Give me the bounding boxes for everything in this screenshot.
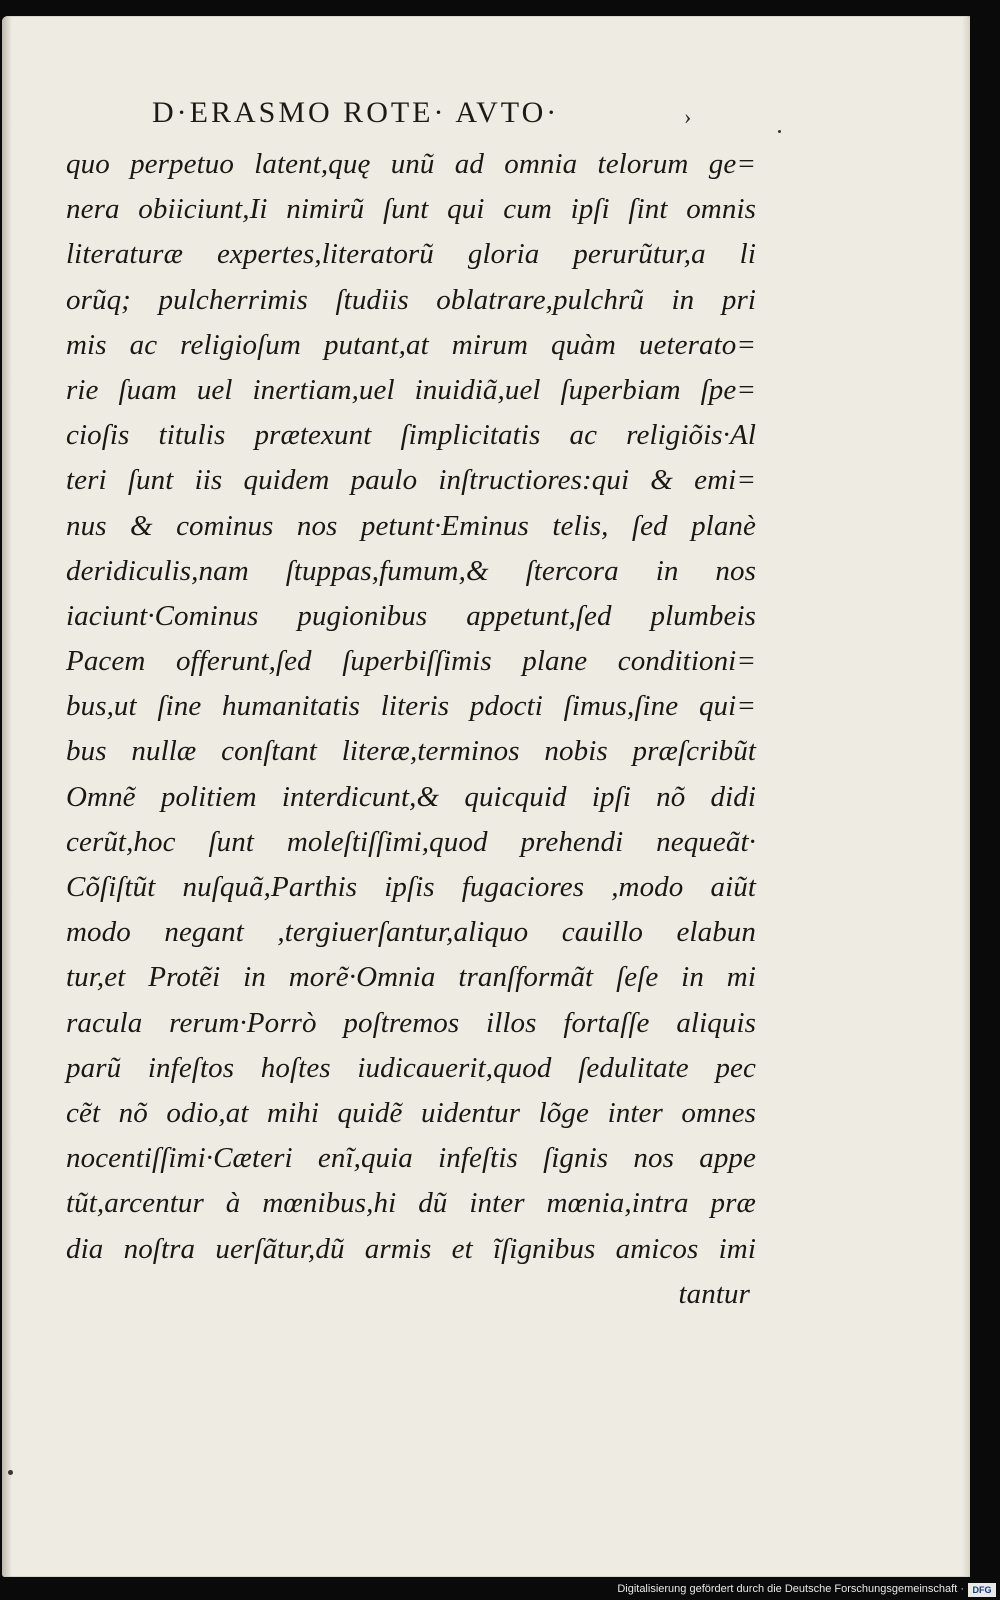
- text-line: cioſis titulis prætexunt ſimplicitatis ac religiõis·Al: [66, 419, 756, 452]
- page-edge: [962, 16, 970, 1577]
- text-line: nocentiſſimi·Cæteri enĩ,quia infeſtis ſignis nos appe: [66, 1142, 756, 1175]
- dfg-logo: DFG: [968, 1583, 996, 1597]
- text-line: deridiculis,nam ſtuppas,fumum,& ſtercora in nos: [66, 554, 756, 587]
- text-line: Omnẽ politiem interdicunt,& quicquid ipſi nõ didi: [66, 780, 756, 813]
- text-line: bus nullæ conſtant literæ,terminos nobis præſcribũt: [66, 735, 756, 768]
- text-line: nus & cominus nos petunt·Eminus telis, ſed planè: [66, 509, 756, 542]
- funding-credit: Digitalisierung gefördert durch die Deutsche Forschungsgemeinschaft ·: [617, 1583, 964, 1595]
- text-line: bus,ut ſine humanitatis literis pdocti ſimus,ſine qui=: [66, 690, 756, 723]
- text-line: Pacem offerunt,ſed ſuperbiſſimis plane conditioni=: [66, 645, 756, 678]
- catchword: tantur: [678, 1277, 750, 1310]
- text-line: mis ac religioſum putant,at mirum quàm ueterato=: [66, 328, 756, 361]
- text-line: Cõſiſtũt nuſquã,Parthis ipſis fugaciores ,modo aiũt: [66, 871, 756, 903]
- running-head: D·ERASMO ROTE· AVTO·: [152, 96, 560, 129]
- text-line: cẽt nõ odio,at mihi quidẽ uidentur lõge inter omnes: [66, 1096, 756, 1129]
- text-line: nera obiiciunt,Ii nimirũ ſunt qui cum ipſi ſint omnis: [66, 193, 756, 226]
- paper-speck: [778, 130, 781, 133]
- text-line: modo negant ,tergiuerſantur,aliquo cauillo elabun: [66, 916, 756, 949]
- text-line: teri ſunt iis quidem paulo inſtructiores:qui & emi=: [66, 464, 756, 497]
- text-line: rie ſuam uel inertiam,uel inuidiã,uel ſuperbiam ſpe=: [66, 373, 756, 406]
- running-head-mark: ›: [684, 104, 692, 129]
- gutter-shadow: [2, 16, 12, 1577]
- text-line: literaturæ expertes,literatorũ gloria perurũtur,a li: [66, 238, 756, 271]
- text-line: dia noſtra uerſãtur,dũ armis et ĩſignibus amicos imi: [66, 1232, 756, 1265]
- text-line: racula rerum·Porrò poſtremos illos fortaſſe aliquis: [66, 1006, 756, 1039]
- text-line: tũt,arcentur à mœnibus,hi dũ inter mœnia,intra præ: [66, 1187, 756, 1220]
- text-line: orũq; pulcherrimis ſtudiis oblatrare,pulchrũ in pri: [66, 283, 756, 316]
- text-line: cerũt,hoc ſunt moleſtiſſimi,quod prehendi nequeãt·: [66, 825, 756, 858]
- text-block: [66, 142, 756, 1317]
- text-line: parũ infeſtos hoſtes iudicauerit,quod ſedulitate pec: [66, 1051, 756, 1084]
- text-line: quo perpetuo latent,quę unũ ad omnia telorum ge=: [66, 148, 756, 180]
- paper-speck: [8, 1470, 13, 1475]
- text-line: iaciunt·Cominus pugionibus appetunt,ſed plumbeis: [66, 599, 756, 632]
- text-line: tur,et Protẽi in morẽ·Omnia tranſformãt ſeſe in mi: [66, 961, 756, 994]
